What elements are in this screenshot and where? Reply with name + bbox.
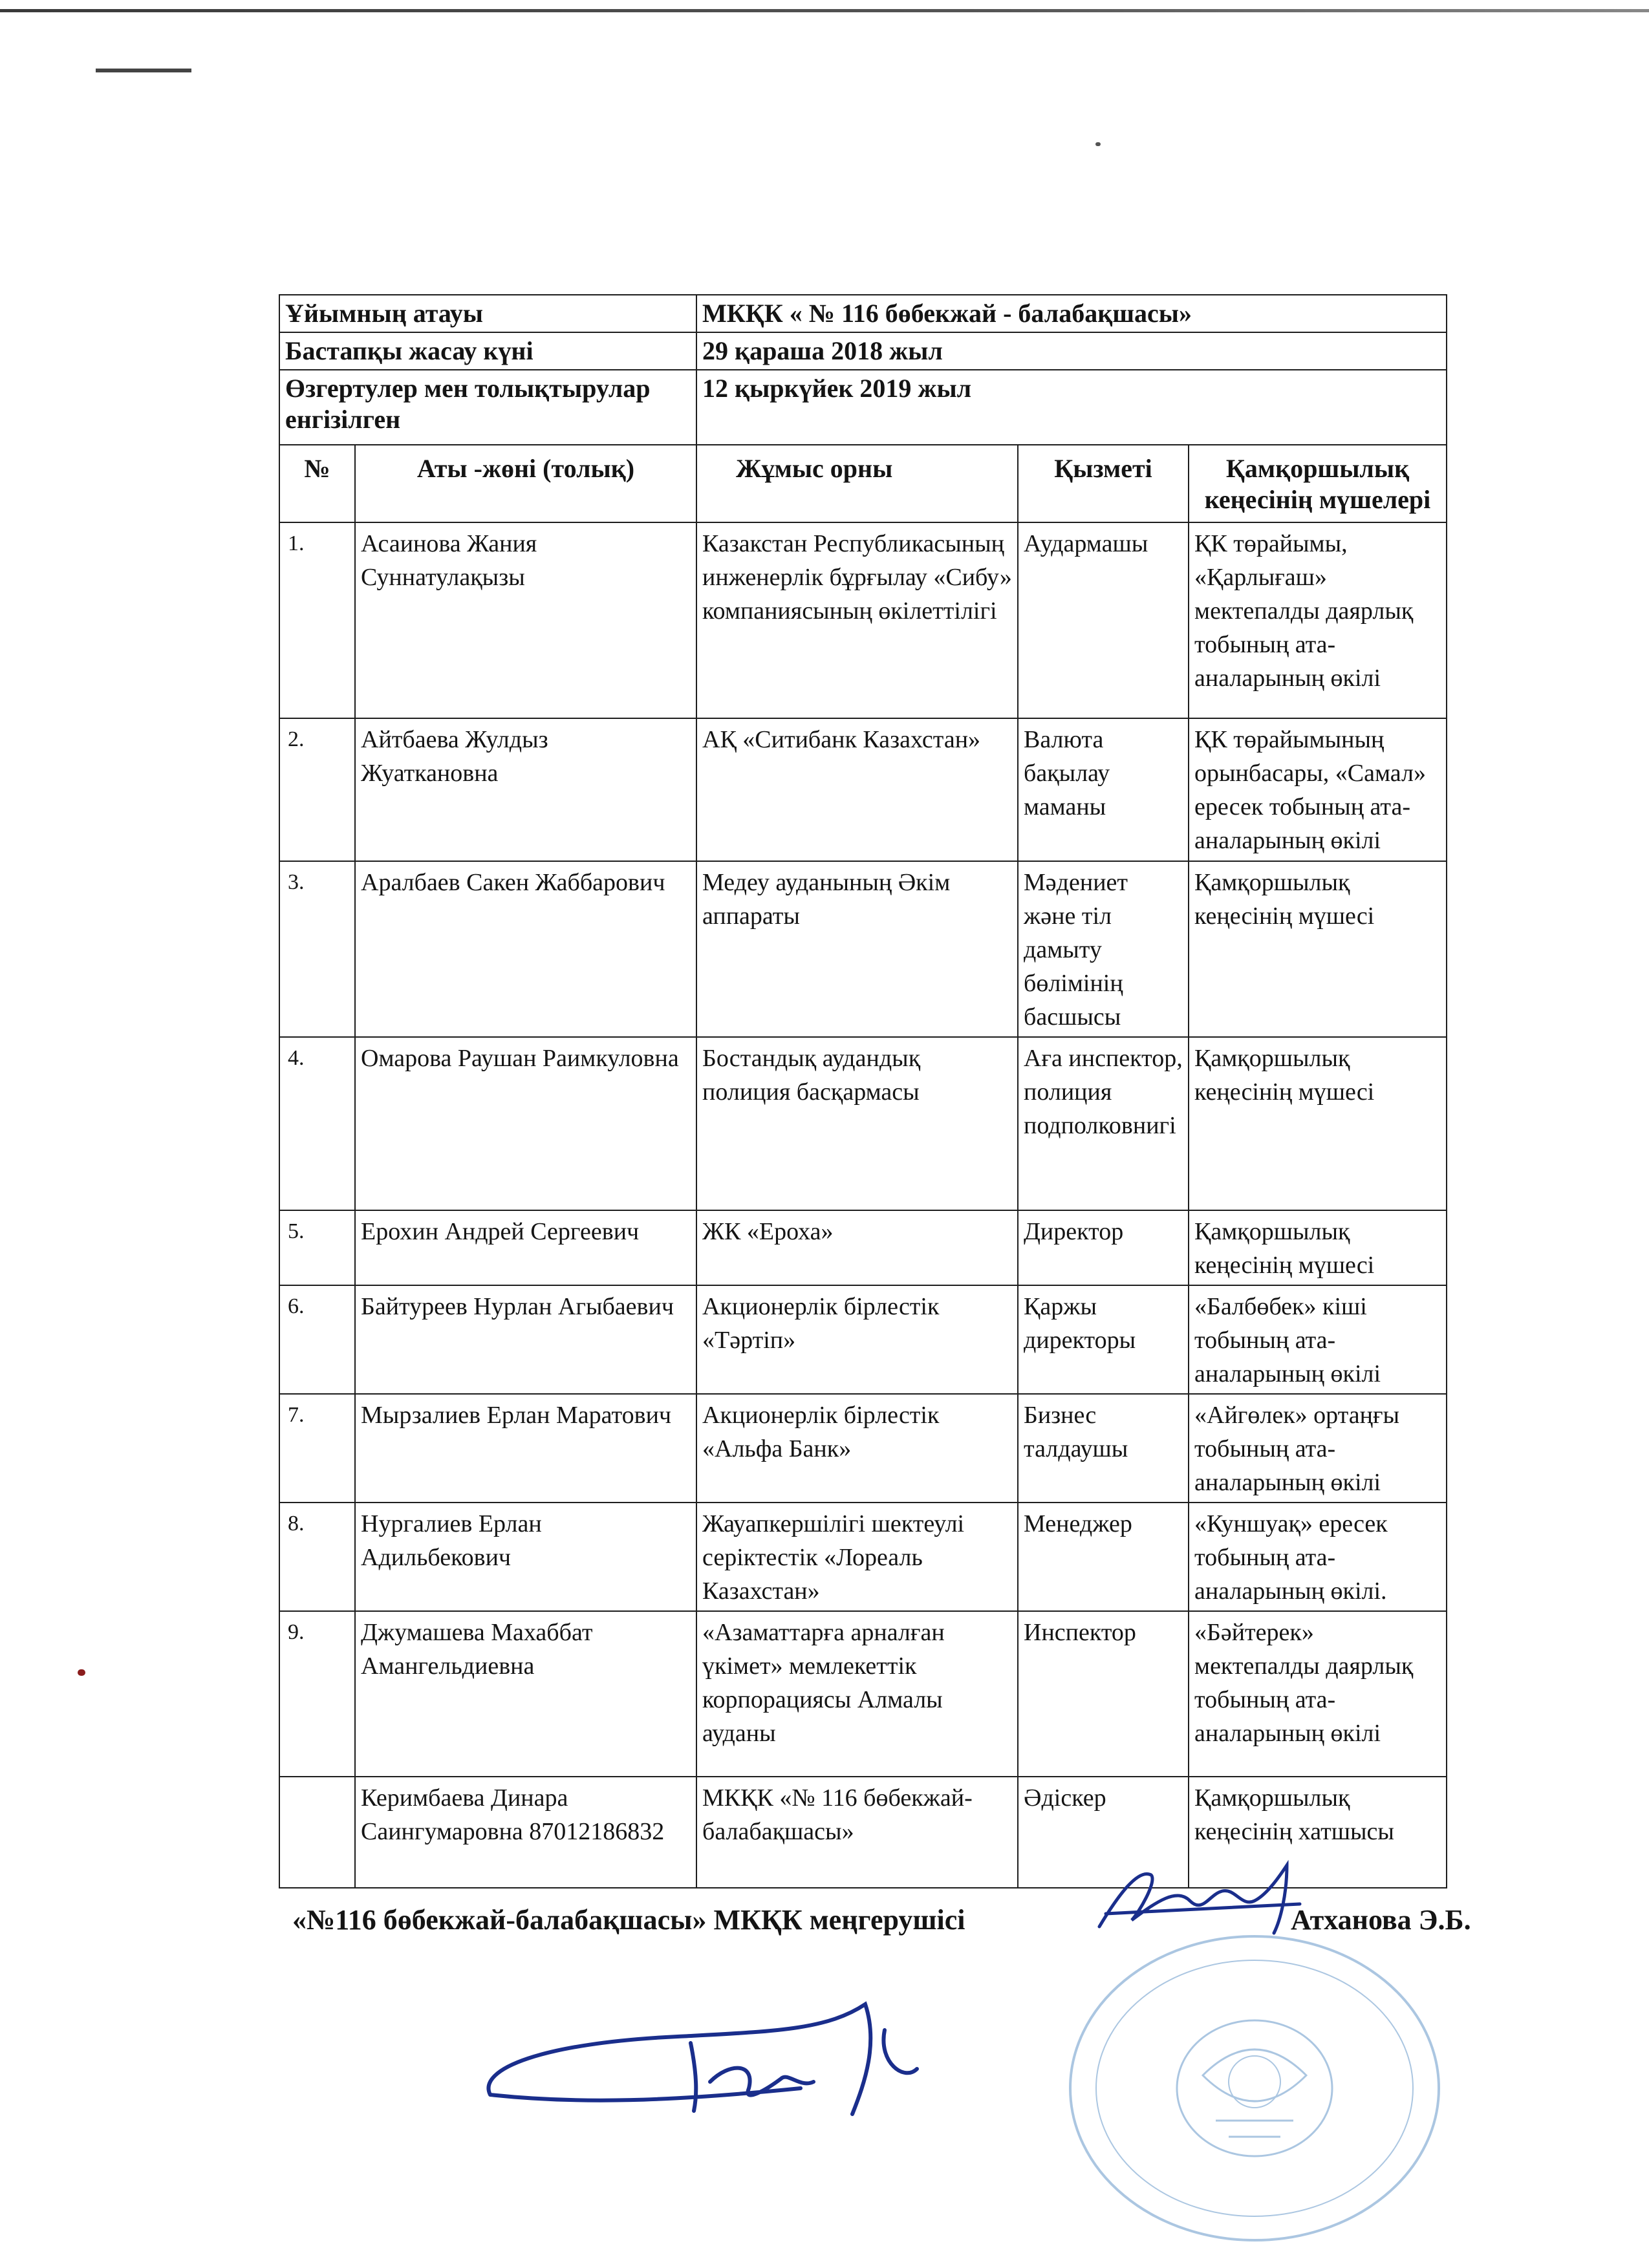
row-number: 5. xyxy=(279,1210,355,1285)
member-name: Мырзалиев Ерлан Маратович xyxy=(355,1394,696,1503)
table-row xyxy=(279,1285,1447,1394)
member-position: Директор xyxy=(1018,1210,1189,1285)
created-value: 29 қараша 2018 жыл xyxy=(696,332,1447,370)
row-number: 9. xyxy=(279,1611,355,1777)
member-workplace: ЖК «Ероха» xyxy=(696,1210,1018,1285)
table-row xyxy=(279,522,1447,718)
member-workplace: Жауапкершілігі шектеулі серіктестік «Лореаль Казахстан» xyxy=(696,1503,1018,1611)
row-number: 6. xyxy=(279,1285,355,1394)
member-name: Аралбаев Сакен Жаббарович xyxy=(355,861,696,1037)
table-row xyxy=(279,861,1447,1037)
created-label: Бастапқы жасау күні xyxy=(279,332,696,370)
member-workplace: Бостандық аудандық полиция басқармасы xyxy=(696,1037,1018,1210)
member-name: Байтуреев Нурлан Агыбаевич xyxy=(355,1285,696,1394)
row-number: 3. xyxy=(279,861,355,1037)
member-name: Джумашева Махаббат Амангельдиевна xyxy=(355,1611,696,1777)
member-role: Қамқоршылық кеңесінің мүшесі xyxy=(1189,1037,1447,1210)
member-position: Валюта бақылау маманы xyxy=(1018,718,1189,861)
member-position: Бизнес талдаушы xyxy=(1018,1394,1189,1503)
row-number: 7. xyxy=(279,1394,355,1503)
changes-value: 12 қыркүйек 2019 жыл xyxy=(696,370,1447,445)
scan-edge-line xyxy=(0,9,1649,12)
org-value: МКҚК « № 116 бөбекжай - балабақшасы» xyxy=(696,295,1447,332)
head-signature xyxy=(1093,1856,1306,1940)
header-position: Қызметі xyxy=(1018,445,1189,522)
header-name: Аты -жөні (толық) xyxy=(355,445,696,522)
member-position: Әдіскер xyxy=(1018,1777,1189,1888)
member-workplace: Акционерлік бірлестік «Альфа Банк» xyxy=(696,1394,1018,1503)
member-workplace: МКҚК «№ 116 бөбекжай-балабақшасы» xyxy=(696,1777,1018,1888)
member-role: «Бәйтерек» мектепалды даярлық тобының ата-аналарының өкілі xyxy=(1189,1611,1447,1777)
member-role: «Айгөлек» ортаңғы тобының ата-аналарының өкілі xyxy=(1189,1394,1447,1503)
table-row xyxy=(279,1503,1447,1611)
member-name: Асаинова Жания Суннатулақызы xyxy=(355,522,696,718)
scan-speck xyxy=(78,1669,85,1676)
header-num: № xyxy=(279,445,355,522)
scan-mark xyxy=(96,69,191,72)
member-name: Айтбаева Жулдыз Жуаткановна xyxy=(355,718,696,861)
changes-label: Өзгертулер мен толықтырулар енгізілген xyxy=(279,370,696,445)
meta-row-created xyxy=(279,332,1447,370)
members-table xyxy=(279,294,1447,1888)
meta-row-organization xyxy=(279,295,1447,332)
member-name: Ерохин Андрей Сергеевич xyxy=(355,1210,696,1285)
member-role: «Куншуақ» ересек тобының ата-аналарының өкілі. xyxy=(1189,1503,1447,1611)
header-role: Қамқоршылық кеңесінің мүшелері xyxy=(1189,445,1447,522)
member-role: Қамқоршылық кеңесінің хатшысы xyxy=(1189,1777,1447,1888)
scan-speck xyxy=(1095,142,1101,146)
header-workplace: Жұмыс орны xyxy=(696,445,1018,522)
row-number: 2. xyxy=(279,718,355,861)
member-role: Қамқоршылық кеңесінің мүшесі xyxy=(1189,1210,1447,1285)
member-workplace: Медеу ауданының Әкім аппараты xyxy=(696,861,1018,1037)
member-position: Менеджер xyxy=(1018,1503,1189,1611)
member-signature xyxy=(464,1991,982,2121)
table-row xyxy=(279,1394,1447,1503)
member-role: Қамқоршылық кеңесінің мүшесі xyxy=(1189,861,1447,1037)
meta-row-changes xyxy=(279,370,1447,445)
member-position: Қаржы директоры xyxy=(1018,1285,1189,1394)
member-position: Инспектор xyxy=(1018,1611,1189,1777)
member-name: Омарова Раушан Раимкуловна xyxy=(355,1037,696,1210)
member-role: ҚК төрайымының орынбасары, «Самал» ересек тобының ата-аналарының өкілі xyxy=(1189,718,1447,861)
member-role: «Балбөбек» кіші тобының ата-аналарының өкілі xyxy=(1189,1285,1447,1394)
row-number: 4. xyxy=(279,1037,355,1210)
footer-title: «№116 бөбекжай-балабақшасы» МКҚК меңгерушісі xyxy=(292,1904,965,1936)
row-number: 1. xyxy=(279,522,355,718)
member-position: Мәдениет және тіл дамыту бөлімінің басшысы xyxy=(1018,861,1189,1037)
member-workplace: АҚ «Ситибанк Казахстан» xyxy=(696,718,1018,861)
official-stamp xyxy=(1041,1914,1455,2250)
table-row xyxy=(279,1037,1447,1210)
table-row xyxy=(279,718,1447,861)
member-workplace: «Азаматтарға арналған үкімет» мемлекеттік корпорациясы Алмалы ауданы xyxy=(696,1611,1018,1777)
member-workplace: Казакстан Республикасының инженерлік бұрғылау «Сибу» компаниясының өкілеттілігі xyxy=(696,522,1018,718)
row-number xyxy=(279,1777,355,1888)
footer-signer-name: Атханова Э.Б. xyxy=(1291,1904,1471,1936)
member-workplace: Акционерлік бірлестік «Тәртіп» xyxy=(696,1285,1018,1394)
row-number: 8. xyxy=(279,1503,355,1611)
member-position: Аудармашы xyxy=(1018,522,1189,718)
table-row xyxy=(279,1611,1447,1777)
member-role: ҚК төрайымы, «Қарлығаш» мектепалды даярлық тобының ата-аналарының өкілі xyxy=(1189,522,1447,718)
table-header-row xyxy=(279,445,1447,522)
member-position: Аға инспектор, полиция подполковнигі xyxy=(1018,1037,1189,1210)
org-label: Ұйымның атауы xyxy=(279,295,696,332)
member-name: Нургалиев Ерлан Адильбекович xyxy=(355,1503,696,1611)
member-name: Керимбаева Динара Саингумаровна 87012186832 xyxy=(355,1777,696,1888)
table-row xyxy=(279,1210,1447,1285)
